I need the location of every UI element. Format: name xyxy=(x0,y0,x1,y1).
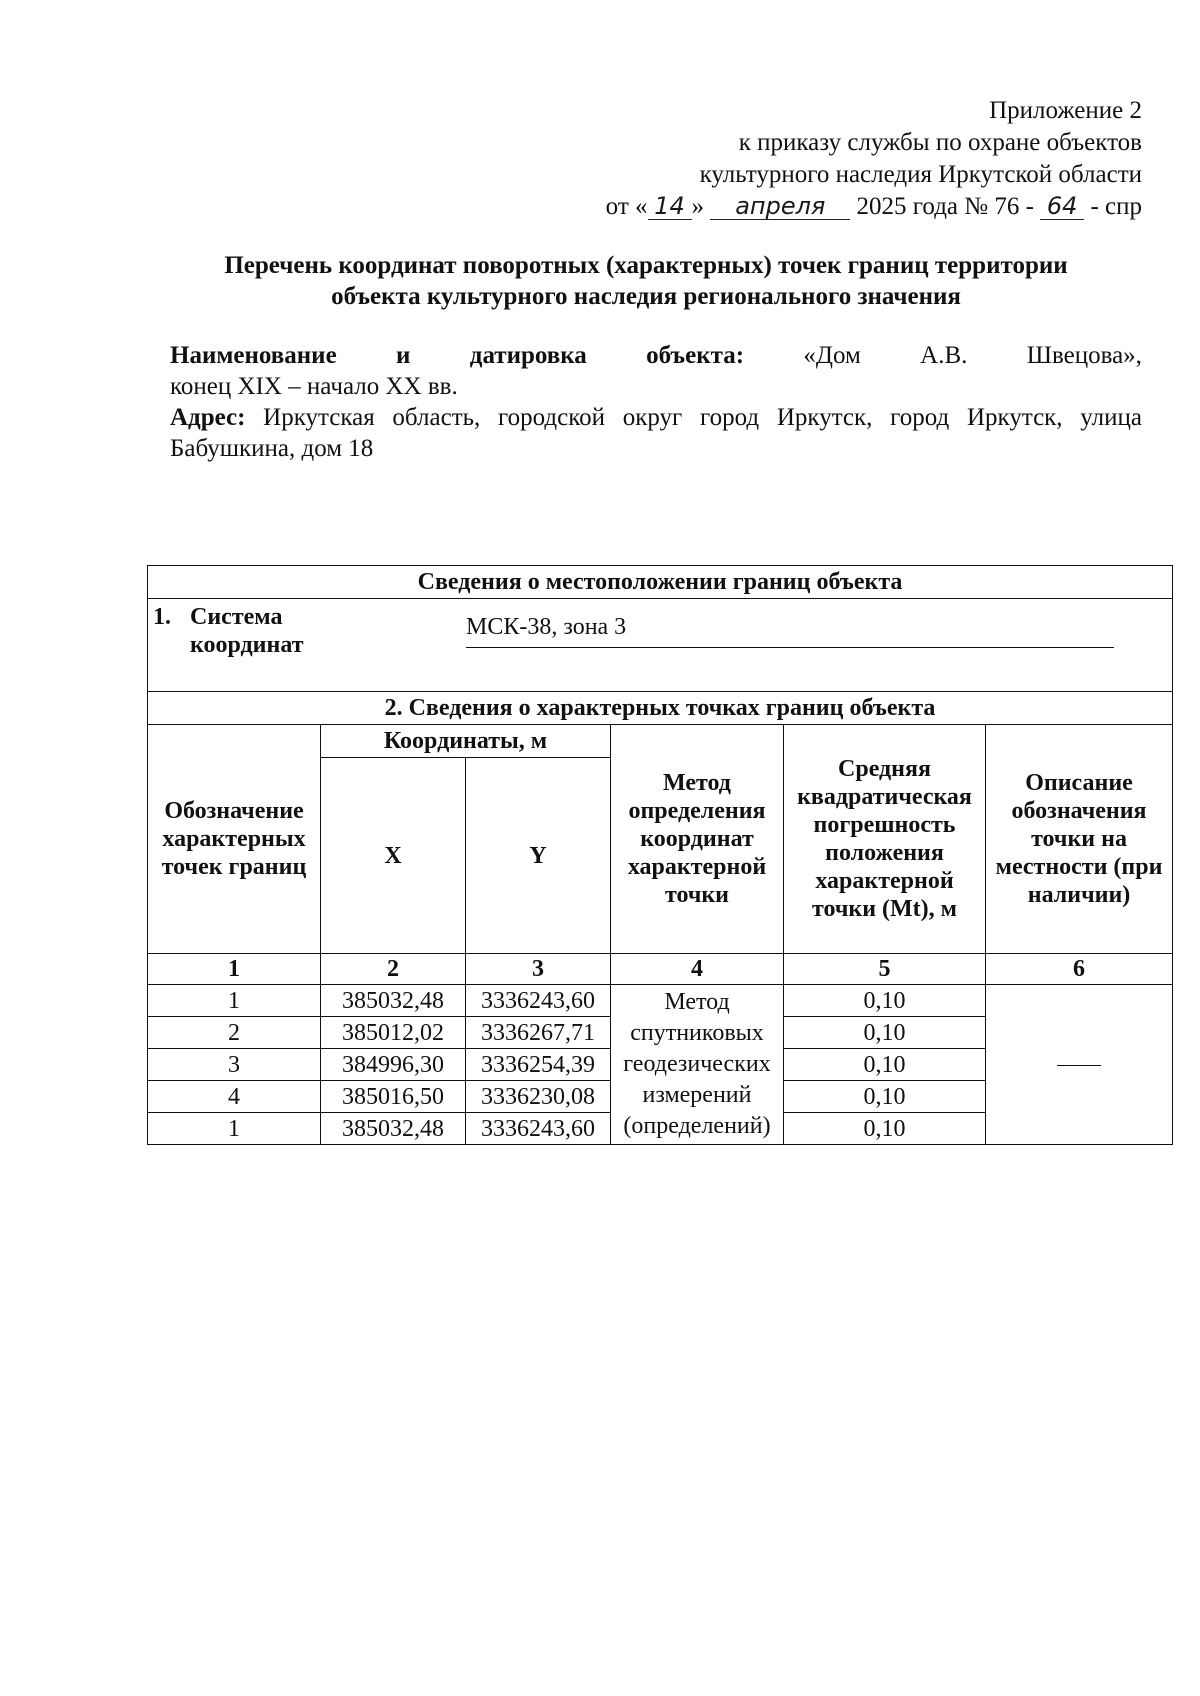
mt-cell: 0,10 xyxy=(784,1017,986,1049)
col-y: Y xyxy=(466,758,611,954)
point-cell: 1 xyxy=(148,1113,321,1145)
y-cell: 3336267,71 xyxy=(466,1017,611,1049)
x-cell: 385032,48 xyxy=(321,1113,466,1145)
appendix-agency: культурного наследия Иркутской области xyxy=(699,161,1142,188)
point-cell: 2 xyxy=(148,1017,321,1049)
order-quote-close: » xyxy=(691,193,705,220)
handwritten-day: 14 xyxy=(648,193,692,220)
system-label xyxy=(190,603,304,659)
x-cell: 385016,50 xyxy=(321,1081,466,1113)
section1-header: Сведения о местоположении границ объекта xyxy=(148,566,1173,599)
handwritten-number: 64 xyxy=(1040,193,1084,220)
y-cell: 3336243,60 xyxy=(466,985,611,1017)
y-cell: 3336243,60 xyxy=(466,1113,611,1145)
order-from: от « xyxy=(605,193,648,220)
name-value-word: Швецова», xyxy=(1026,342,1142,369)
col-number: 6 xyxy=(986,954,1173,985)
col-description: Описание обозначения точки на местности (при наличии) xyxy=(986,725,1173,954)
column-header-row-1 xyxy=(148,725,1173,758)
point-cell: 3 xyxy=(148,1049,321,1081)
section1-header-row xyxy=(148,566,1173,599)
document-title xyxy=(150,250,1142,312)
order-date-line xyxy=(442,191,1142,223)
y-cell: 3336230,08 xyxy=(466,1081,611,1113)
description-cell xyxy=(986,985,1173,1145)
col-number: 5 xyxy=(784,954,986,985)
title-line-1: Перечень координат поворотных (характерных) точек границ территории xyxy=(224,252,1068,279)
mt-cell: 0,10 xyxy=(784,1081,986,1113)
appendix-order-ref: к приказу службы по охране объектов xyxy=(738,129,1142,156)
address-value: Иркутская область, городской округ город Иркутск, город Иркутск, улица Бабушкина, дом 18 xyxy=(170,404,1143,462)
object-dating: конец XIX – начало XX вв. xyxy=(170,373,458,400)
name-value-word: А.В. xyxy=(920,342,968,369)
col-number: 4 xyxy=(611,954,784,985)
x-cell: 384996,30 xyxy=(321,1049,466,1081)
x-cell: 385032,48 xyxy=(321,985,466,1017)
dash-mark xyxy=(1057,1065,1101,1066)
mt-cell: 0,10 xyxy=(784,1113,986,1145)
point-cell: 1 xyxy=(148,985,321,1017)
col-method: Метод определения координат характерной точки xyxy=(611,725,784,954)
col-error: Средняя квадратическая погрешность положения характерной точки (Mt), м xyxy=(784,725,986,954)
name-label-word: Наименование xyxy=(170,342,337,369)
mt-cell: 0,10 xyxy=(784,1049,986,1081)
col-coordinates: Координаты, м xyxy=(321,725,611,758)
col-x: X xyxy=(321,758,466,954)
name-label-word: датировка xyxy=(469,342,587,369)
y-cell: 3336254,39 xyxy=(466,1049,611,1081)
system-value: МСК-38, зона 3 xyxy=(466,613,1114,648)
object-address xyxy=(170,402,1142,464)
address-label: Адрес: xyxy=(170,404,246,431)
coordinates-table xyxy=(147,565,1173,1145)
name-value-word: «Дом xyxy=(803,342,861,369)
column-number-row xyxy=(148,954,1173,985)
appendix-title: Приложение 2 xyxy=(989,97,1142,124)
title-line-2: объекта культурного наследия регионального значения xyxy=(331,283,961,310)
name-label-word: и xyxy=(396,342,411,369)
appendix-header xyxy=(442,95,1142,223)
order-suffix: - спр xyxy=(1090,193,1142,220)
coordinate-system-row xyxy=(148,599,1173,692)
object-info xyxy=(170,340,1142,464)
col-number: 1 xyxy=(148,954,321,985)
system-number: 1. xyxy=(153,604,171,630)
method-cell: Метод спутниковых геодезических измерений (определений) xyxy=(611,985,784,1145)
name-label-word: объекта: xyxy=(646,342,745,369)
system-label-line: координат xyxy=(190,632,304,658)
section2-header-row xyxy=(148,692,1173,725)
col-designation: Обозначение характерных точек границ xyxy=(148,725,321,954)
x-cell: 385012,02 xyxy=(321,1017,466,1049)
col-number: 3 xyxy=(466,954,611,985)
object-name-line xyxy=(170,340,1142,371)
section2-header: 2. Сведения о характерных точках границ объекта xyxy=(148,692,1173,725)
order-year: 2025 года № 76 - xyxy=(856,193,1034,220)
coordinate-system-cell xyxy=(148,599,1173,692)
point-cell: 4 xyxy=(148,1081,321,1113)
system-label-line: Система xyxy=(190,604,283,630)
mt-cell: 0,10 xyxy=(784,985,986,1017)
handwritten-month: апреля xyxy=(710,193,850,220)
col-number: 2 xyxy=(321,954,466,985)
table-row xyxy=(148,985,1173,1017)
